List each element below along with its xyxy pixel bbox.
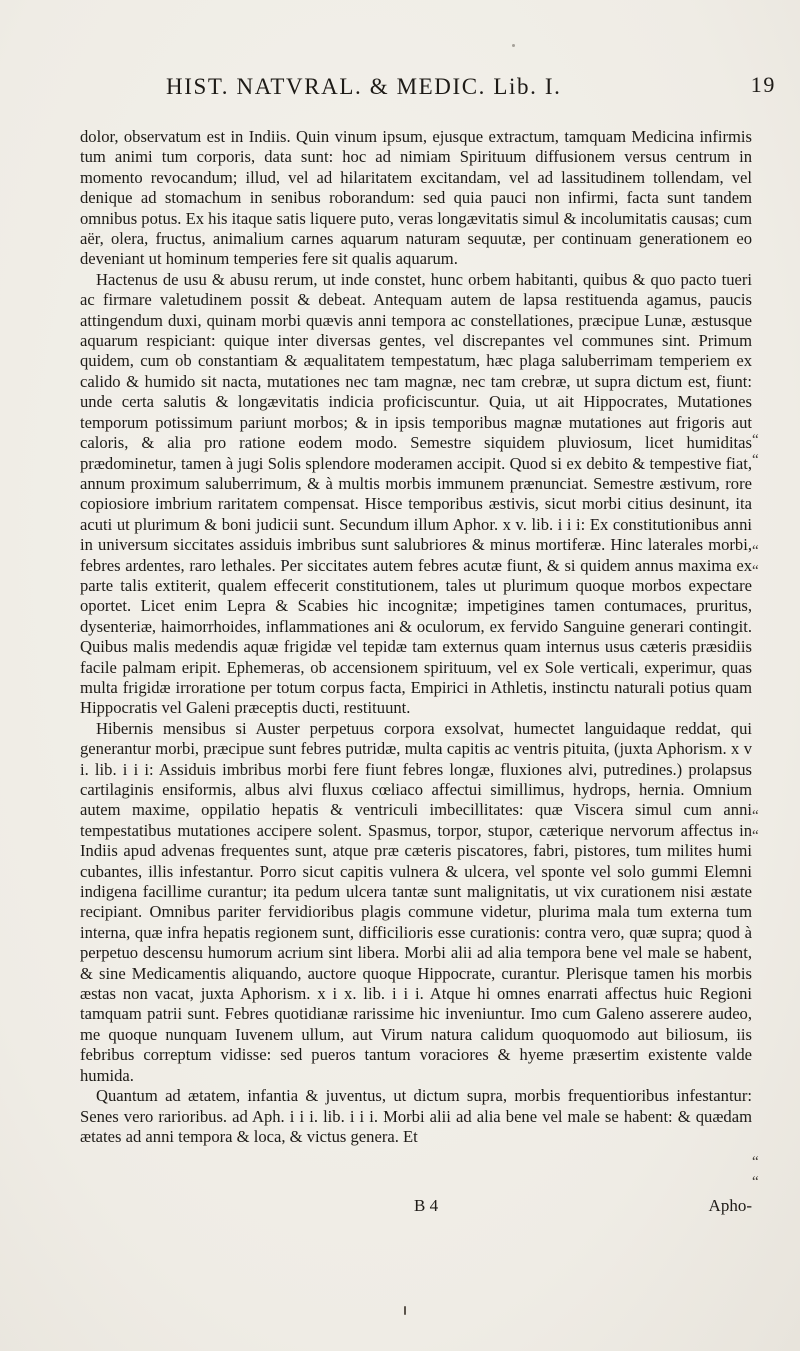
- ink-speck: [404, 1306, 406, 1315]
- paragraph: Hactenus de usu & abusu rerum, ut inde constet, hunc orbem habitanti, quibus & quo pacto tueri ac firmare valetudinem possit & debeat. Antequam autem de lapsa restituenda agamus, paucis attingendum duxi, quinam morbi quævis anni tempora ac constellationes, præcipue Lunæ, æstusque aquarum respiciant: quique inter diversas gentes, vel discrepantes vel communes sint. Primum quidem, cum ob constantiam & æqualitatem tempestatum, hæc plaga saluberrimam temperiem ex calido & humido sit nacta, mutationes nec tam magnæ, nec tam crebræ, ut supra dictum est, fiunt: unde certa salutis & longævitatis indicia proficiscuntur. Quia, ut ait Hippocrates, Mutationes temporum potissimum pariunt morbos; & in ipsis temporibus magnæ mutationes aut frigoris aut caloris, & alia pro ratione eodem modo. Semestre siquidem pluviosum, licet humiditas prædominetur, tamen à jugi Solis splendore moderamen accipit. Quod si ex debito & tempestive fiat, annum proximum saluberrimum, & à multis morbis immunem prænunciat. Semestre æstivum, rore copiosiore imbrium raritatem compensat. Hisce temporibus æstivis, sicut morbi citius desinunt, ita acuti ut plurimum & boni judicii sunt. Secundum illum Aphor. x v. lib. i i i: Ex constitutionibus anni in universum siccitates assiduis imbribus sunt salubriores & minus mortiferæ. Hinc laterales morbi, febres ardentes, raro lethales. Per siccitates autem febres acutæ fiunt, & si quidem annus maxima ex parte talis extiterit, qualem effecerit constitutionem, tales ut plurimum quoque morbos expectare oportet. Licet enim Lepra & Scabies hic incognitæ; impetigines tamen contumaces, pruritus, dysenteriæ, haimorrhoides, inflammationes ani & oculorum, ex fervido Sanguine generari contingit. Quibus malis medendis aquæ frigidæ vel tepidæ tam externus quam internus usus cæteris præsidiis facile palmam eripit. Ephemeras, ob accensionem spirituum, vel ex Sole verticali, experimur, quas multa frigidæ irroratione per totum corpus facta, Empirici in Athletis, instinctu naturali potius quam Hippocratis vel Galeni præceptis ducti, restituunt.: [80, 269, 752, 718]
- quote-mark: “: [752, 452, 759, 468]
- paragraph: Hibernis mensibus si Auster perpetuus corpora exsolvat, humectet languidaque reddat, qui generantur morbi, præcipue sunt febres putridæ, multa capitis ac ventris pituita, (juxta Aphorism. x v i. lib. i i i: Assiduis imbribus morbi fere fiunt febres longæ, fluxiones alvi, putredines.) prolapsus cartilaginis ensiformis, albus alvi fluxus cœliaco affectui simillimus, hydrops, hernia. Omnium autem maxime, oppilatio hepatis & ventriculi imbecillitates: quæ Viscera simul cum anni tempestatibus mutationes accipere solent. Spasmus, torpor, stupor, cæterique nervorum affectus in Indiis apud advenas frequentes sunt, atque præ cæteris piscatores, fabri, pistores, tum milites humi cubantes, illis infestantur. Porro sicut capitis vulnera & ulcera, vel sponte vel solo gummi Elemni indigena facillime curantur; ita pedum ulcera tantæ sunt malignitatis, ut vix curationem nisi æstate recipiant. Omnibus pariter fervidioribus plagis commune videtur, plurima mala tum externa tum interna, quæ infra hepatis regionem sunt, difficilioris esse curationis: contra vero, quæ supra; quod à perpetuo descensu humorum acrium sint libera. Morbi alii ad alia tempora bene vel male se habent, & sine Medicamentis aliquando, auctore quoque Hippocrate, curantur. Plerisque tamen his morbis æstas non vacat, juxta Aphorism. x i x. lib. i i i. Atque hi omnes enarrati affectus huic Regioni tamquam patrii sunt. Febres quotidianæ rarissime hic inveniuntur. Imo cum Galeno asserere audeo, me quoque nunquam Iuvenem ullum, aut Virum natura calidum quoquomodo aut biliosum, iis febribus correptum vidisse: sed pueros tantum voraciores & hyeme præsertim existente valde humida.: [80, 718, 752, 1085]
- quote-mark: “: [752, 432, 759, 448]
- paragraph: dolor, observatum est in Indiis. Quin vinum ipsum, ejusque extractum, tamquam Medicina infirmis tum animi tum corporis, data sunt: hoc ad nimiam Spirituum diffusionem versus centrum in momento revocandum; illud, vel ad hilaritatem excitandam, vel ad lassitudinem tollendam, vel denique ad stomachum in senibus roborandum: sed quia pauci non infirmi, facta sunt tandem omnibus potus. Ex his itaque satis liquere puto, veras longævitatis simul & incolumitatis causas; cum aër, olera, fructus, animalium carnes aquarum naturam sequutæ, per continuam generationem eo deveniant ut hominum temperies fere sit qualis aquarum.: [80, 127, 752, 269]
- catchword: Apho-: [708, 1196, 752, 1215]
- running-header: [160, 74, 776, 104]
- quote-mark: “: [752, 543, 759, 559]
- paragraph: Quantum ad ætatem, infantia & juventus, ut dictum supra, morbis frequentioribus infestantur: Senes vero rarioribus. ad Aph. i i i. lib. i i i. Morbi alii ad alia bene vel male se habent: & quædam ætates ad anni tempora & loca, & victus genera. Et: [80, 1086, 752, 1146]
- page-number: 19: [750, 72, 776, 97]
- signature-mark: B 4: [414, 1196, 439, 1215]
- quote-mark: “: [752, 1154, 759, 1170]
- quote-mark: “: [752, 828, 759, 844]
- quote-mark: “: [752, 1174, 759, 1190]
- quote-mark: “: [752, 563, 759, 579]
- running-title: HIST. NATVRAL. & MEDIC. Lib. I.: [166, 74, 562, 99]
- quote-mark: “: [752, 808, 759, 824]
- main-text: [80, 127, 752, 1147]
- page-footer: [80, 1196, 752, 1218]
- margin-quote-marks: [752, 0, 792, 1351]
- ink-speck: [512, 44, 515, 47]
